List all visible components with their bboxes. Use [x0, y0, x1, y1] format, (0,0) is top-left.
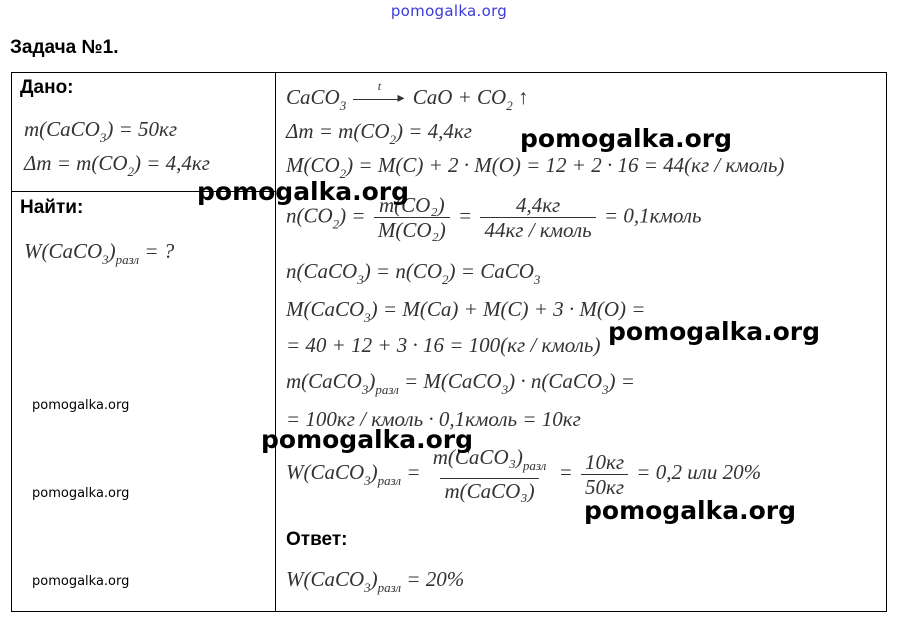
fraction: $\frac{4,4кг}{\text{44кг / кмоль}}$: [480, 193, 595, 242]
watermark: pomogalka.org: [32, 486, 130, 501]
fraction: $\frac{m(CaCO_3)_{разл}}{\text{m(CaCO₃)}}$: [432, 445, 547, 503]
reaction-arrow-icon: t ▸: [351, 89, 407, 109]
watermark: pomogalka.org: [32, 398, 130, 413]
solution-line-decomposed-mass-value: = 100кг / кмоль · 0,1кмоль = 10кг: [286, 407, 581, 431]
solution-line-molar-mass-caco3: M(CaCO$_3$) = M(Ca) + M(C) + 3 · M(O) =: [286, 297, 646, 325]
watermark: pomogalka.org: [520, 124, 733, 153]
watermark: pomogalka.org: [197, 177, 410, 206]
answer-expression: $W(CaCO_3)_{разл} = 20\%$: [286, 567, 465, 595]
given-header: Дано:: [20, 77, 74, 98]
problem-title: Задача №1.: [10, 37, 119, 58]
watermark: pomogalka.org: [608, 317, 821, 346]
fraction: $\frac{10кг}{50кг}$: [581, 450, 628, 499]
watermark: pomogalka.org: [261, 425, 474, 454]
solution-line-molar-mass-co2: $M(CO_2) = M(C) + 2 \cdot M(O) = 12 + 2 \cdot 16 = 44(кг$ / кмоль): [286, 153, 785, 181]
watermark: pomogalka.org: [32, 574, 130, 589]
find-header: Найти:: [20, 197, 84, 218]
answer-header: Ответ:: [286, 529, 348, 550]
watermark-top[interactable]: pomogalka.org: [390, 2, 508, 20]
solution-line-moles-caco3: n(CaCO$_3$) = $n(CO_2)$ = CaCO$_3$: [286, 259, 541, 287]
fraction: $\frac{\text{m(CO₂)}}{\text{M(CO₂)}}$: [374, 193, 450, 242]
watermark: pomogalka.org: [584, 496, 797, 525]
solution-line-molar-mass-value: = 40 + 12 + 3 · 16 = 100(кг / кмоль): [286, 333, 601, 357]
solution-line-decomposed-mass: $m(CaCO_3)_{разл}$ = M(CaCO$_3$) · n(CaCO$_3$) =: [286, 369, 635, 397]
find-expression: $W(CaCO_3)_{разл}$ = ?: [24, 239, 175, 267]
given-mass-change: $\Delta m = m(CO_2) = 4,4кг$: [24, 151, 210, 179]
solution-line-reaction: CaCO$_3$ t ▸ CaO + $CO_2$ ↑: [286, 79, 529, 113]
solution-line-fraction-result: $W(CaCO_3)_{разл}$ = $\frac{m(CaCO_3)_{разл}}{\text{m(CaCO₃)}}$ = $\frac{10кг}{50кг}$ = 0,2 или 20%: [286, 445, 762, 503]
given-mass: m(CaCO$_3$) = 50кг: [24, 117, 178, 145]
table-vertical-divider: [275, 73, 276, 611]
solution-line-mass-change: $\Delta m = m(CO_2) = 4,4кг$: [286, 119, 472, 147]
solution-line-moles-co2: $n(CO_2)$ = $\frac{\text{m(CO₂)}}{\text{M(CO₂)}}$ = $\frac{4,4кг}{\text{44кг / кмоль}}$ = 0,1кмоль: [286, 193, 702, 242]
